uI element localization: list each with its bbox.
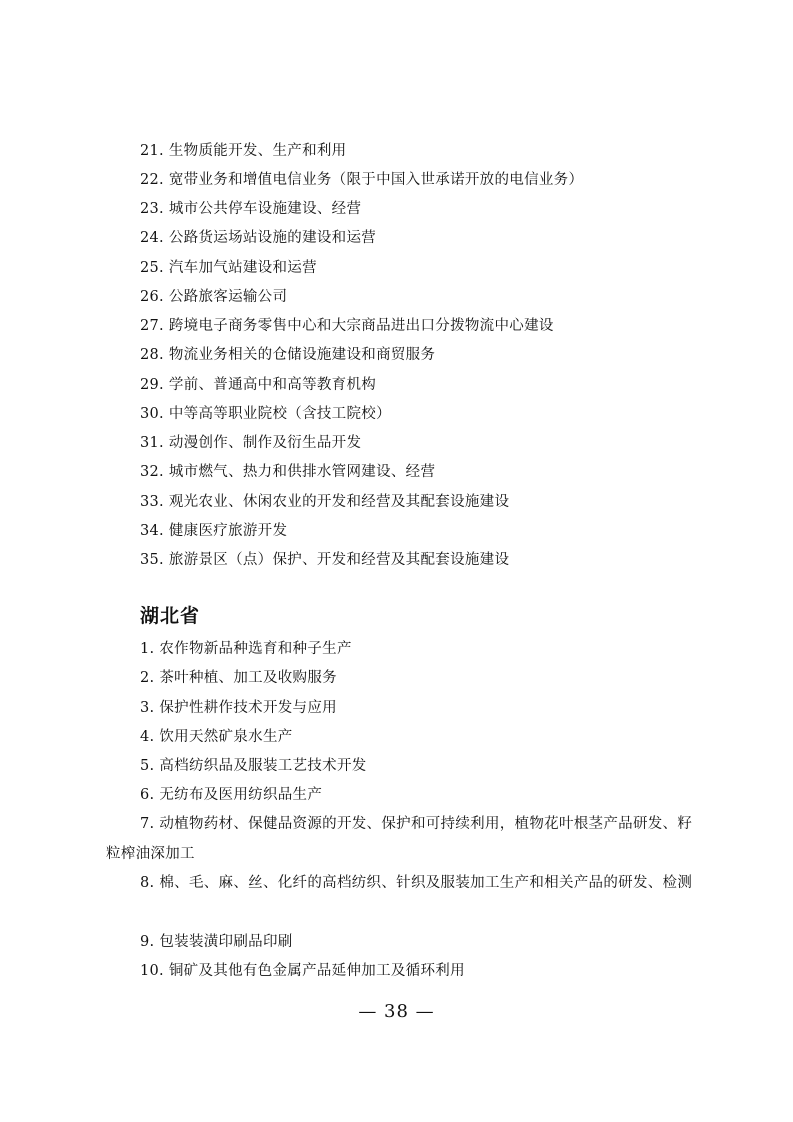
list-item: 1. 农作物新品种选育和种子生产	[140, 641, 352, 657]
list-item: 33. 观光农业、休闲农业的开发和经营及其配套设施建设	[140, 494, 510, 510]
list-item: 30. 中等高等职业院校（含技工院校）	[140, 406, 391, 422]
list-item: 25. 汽车加气站建设和运营	[140, 260, 317, 276]
list-item: 5. 高档纺织品及服装工艺技术开发	[140, 758, 367, 774]
list-item: 22. 宽带业务和增值电信业务（限于中国入世承诺开放的电信业务）	[140, 172, 584, 188]
list-item: 10. 铜矿及其他有色金属产品延伸加工及循环利用	[140, 963, 465, 979]
list-item: 24. 公路货运场站设施的建设和运营	[140, 230, 377, 246]
list-item: 35. 旅游景区（点）保护、开发和经营及其配套设施建设	[140, 552, 510, 568]
list-item: 34. 健康医疗旅游开发	[140, 523, 288, 539]
list-item: 27. 跨境电子商务零售中心和大宗商品进出口分拨物流中心建设	[140, 318, 554, 334]
list-item: 3. 保护性耕作技术开发与应用	[140, 700, 337, 716]
list-item: 31. 动漫创作、制作及衍生品开发	[140, 435, 362, 451]
list-item: 4. 饮用天然矿泉水生产	[140, 729, 293, 745]
list-item: 8. 棉、毛、麻、丝、化纤的高档纺织、针织及服装加工生产和相关产品的研发、检测	[140, 875, 693, 891]
list-item: 7. 动植物药材、保健品资源的开发、保护和可持续利用，植物花叶根茎产品研发、籽粒榨油深加工	[106, 816, 693, 862]
list-item: 6. 无纺布及医用纺织品生产	[140, 787, 323, 803]
page-number: — 38 —	[358, 1001, 435, 1022]
list-item: 26. 公路旅客运输公司	[140, 289, 288, 305]
list-item: 9. 包装装潢印刷品印刷	[140, 934, 293, 950]
list-item: 2. 茶叶种植、加工及收购服务	[140, 670, 337, 686]
list-item: 32. 城市燃气、热力和供排水管网建设、经营	[140, 464, 436, 480]
list-item: 29. 学前、普通高中和高等教育机构	[140, 377, 377, 393]
section-heading: 湖北省	[140, 605, 201, 627]
list-item: 28. 物流业务相关的仓储设施建设和商贸服务	[140, 347, 436, 363]
list-item: 23. 城市公共停车设施建设、经营	[140, 201, 362, 217]
list-item: 21. 生物质能开发、生产和利用	[140, 143, 347, 159]
